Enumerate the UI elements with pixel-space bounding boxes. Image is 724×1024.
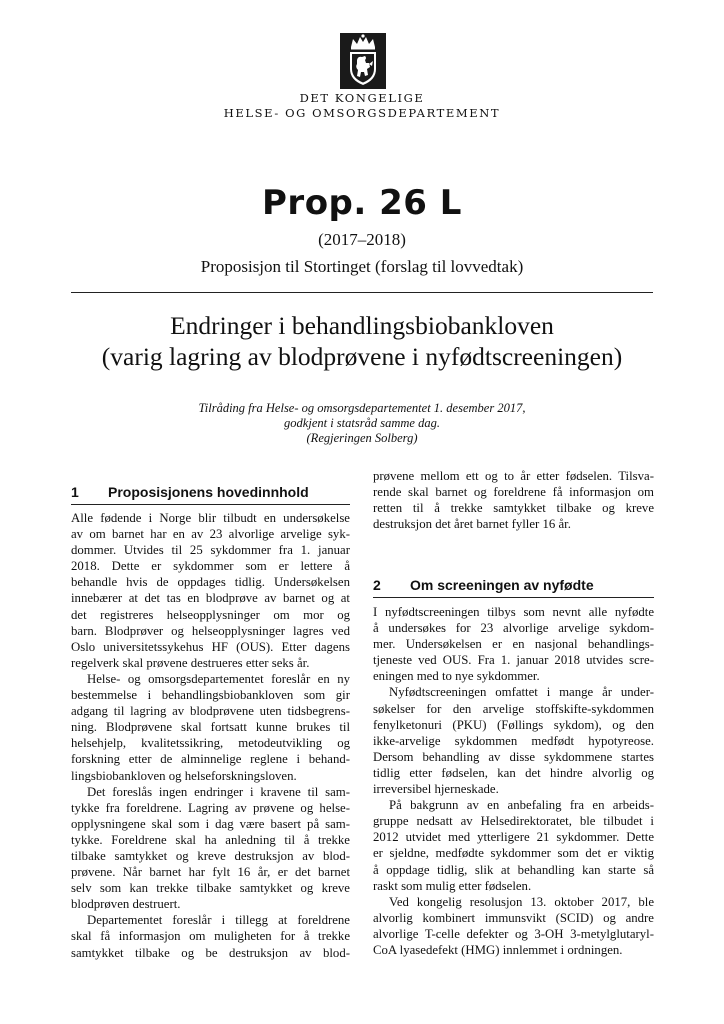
text-line: helsehjelp, kvalitetssikring, metodeutvikling og [71, 736, 350, 751]
section-2-body [373, 604, 654, 958]
text-line: alvorlig kombinert immunsvikt (SCID) og andre [373, 910, 654, 925]
text-line: destruksjon det året barnet fyller 16 år. [373, 517, 571, 532]
text-line: Dersom behandling av disse sykdommene startes [373, 749, 654, 764]
text-line: Ved kongelig resolusjon 13. oktober 2017, ble [389, 894, 654, 909]
text-line: søkelser for den arvelige stoffskifte-sykdommen [373, 701, 654, 716]
section-2-number: 2 [373, 577, 381, 593]
proposition-type: Proposisjon til Stortinget (forslag til lovvedtak) [200, 257, 524, 276]
text-line: regelverk skal prøvene destrueres etter seks år. [71, 655, 310, 670]
text-line: skal få informasjon om muligheten for å trekke [71, 929, 350, 944]
text-line: er sjeldne, medfødte sykdommer som det er viktig [373, 846, 654, 861]
section-1-body [71, 510, 350, 961]
text-line: lingsbiobankloven og helseforskningsloven. [71, 768, 297, 783]
ministry-name-line1: DET KONGELIGE [299, 91, 425, 105]
text-line: ikke-arvelige sykdommen medfødt hypotyreose. [373, 733, 654, 748]
section-1-title: Proposisjonens hovedinnhold [108, 484, 309, 500]
text-line: behandle hvis de oppdages tidlig. Undersøkelsen [71, 575, 350, 590]
text-line: tidlig etter fødselen, kan det hindre alvorlig og [373, 765, 654, 780]
text-line: prøvene mellom ett og to år etter fødselen. Tilsva- [373, 469, 654, 483]
text-line: mer. Undersøkelsen er en nasjonal behandlings- [373, 637, 654, 652]
text-line: tykke. Foreldrene skal ha anledning til å trekke [71, 832, 350, 847]
section-2-heading [373, 575, 654, 598]
text-line: tjeneste ved OUS. Fra 1. januar 2018 utvides scre- [373, 653, 654, 668]
text-line: irreversibel hjerneskade. [373, 782, 499, 797]
session-years: (2017–2018) [318, 230, 406, 249]
title-divider [71, 292, 653, 293]
text-line: På bakgrunn av en anbefaling fra en arbeids- [389, 798, 654, 813]
text-line: 2012 utvidet med ytterligere 21 sykdommer. Dette [373, 830, 654, 845]
main-title-line2: (varig lagring av blodprøvene i nyfødtscreeningen) [101, 342, 623, 371]
text-line: Det foreslås ingen endringer i kravene til sam- [87, 784, 350, 799]
text-line: å undersøkes for 23 alvorlige arvelige sykdom- [373, 621, 654, 636]
norwegian-coat-of-arms-icon [340, 33, 386, 89]
text-line: å oppdage tidlig, slik at behandling kan starte så [373, 862, 654, 877]
text-line: Oslo universitetssykehus HF (OUS). Etter dagens [71, 639, 350, 654]
text-line: Nyfødtscreeningen omfattet i mange år under- [389, 685, 654, 700]
text-line: det registreres helseopplysninger om mor og [71, 607, 350, 622]
proposition-number: Prop. 26 L [262, 183, 462, 223]
text-line: blodprøven destruert. [71, 897, 181, 912]
text-line: dommer. Utvides til 25 sykdommer fra 1. januar [71, 543, 350, 558]
text-line: prøvene. Når barnet har fylt 16 år, er det barnet [71, 865, 350, 880]
section-1-number: 1 [71, 484, 79, 500]
text-line: eningen med to nye sykdommer. [373, 669, 540, 684]
text-line: alvorlige T-celle defekter og 3-OH 3-metylglutaryl- [373, 926, 654, 941]
text-line: rende skal barnet og foreldrene få informasjon om [373, 485, 654, 500]
recommendation-line3: (Regjeringen Solberg) [306, 431, 418, 445]
text-line: adgang til lagring av blodprøvene uten tidsbegrens- [71, 704, 350, 719]
text-line: barn. Blodprøver og helseopplysninger lagres ved [71, 623, 350, 638]
main-title-line1: Endringer i behandlingsbiobankloven [170, 311, 554, 340]
text-line: samtykket tilbake og be destruksjon av blod- [71, 945, 350, 960]
recommendation-line2: godkjent i statsråd samme dag. [284, 416, 440, 430]
text-line: 2018. Dette er sykdommer som er lettere å [71, 559, 350, 574]
text-line: innebærer at det tas en blodprøve av barnet og at [71, 591, 350, 606]
text-line: forskning etter de alminnelige reglene i behand- [71, 752, 350, 767]
text-line: tilbake samtykket og kreve destruksjon av blod- [71, 848, 350, 863]
text-line: selv som kan trekke tilbake samtykket og kreve [71, 881, 350, 896]
ministry-name-line2: HELSE- OG OMSORGSDEPARTEMENT [223, 106, 501, 120]
section-2-title: Om screeningen av nyfødte [410, 577, 594, 593]
text-line: Helse- og omsorgsdepartementet foreslår en ny [87, 671, 350, 686]
recommendation-line1: Tilråding fra Helse- og omsorgsdepartementet 1. desember 2017, [198, 401, 526, 415]
text-line: I nyfødtscreeningen tilbys som nevnt alle nyfødte [373, 605, 654, 619]
text-line: bestemmelse i behandlingsbiobankloven som gir [71, 688, 350, 703]
text-line: fenylketonuri (PKU) (Føllings sykdom), og den [373, 717, 654, 732]
text-line: CoA lyasedefekt (HMG) innlemmet i ordningen. [373, 942, 623, 957]
text-line: raskt som mulig etter fødselen. [373, 878, 532, 893]
text-line: av om barnet har en av 23 alvorlige arvelige syk- [71, 527, 350, 542]
text-line: tykke fra foreldrene. Lagring av prøvene og helse- [71, 800, 350, 815]
text-line: opplysningene skal som i dag være basert på sam- [71, 816, 350, 831]
section-1-heading [71, 482, 350, 505]
section-1-continuation [373, 468, 654, 532]
text-line: Departementet foreslår i tillegg at foreldrene [87, 913, 350, 928]
text-line: Alle fødende i Norge blir tilbudt en undersøkelse [71, 511, 350, 525]
text-line: retten til å trekke samtykket tilbake og kreve [373, 501, 654, 516]
text-line: gruppe nedsatt av Helsedirektoratet, ble tilbudet i [373, 814, 654, 829]
text-line: ning. Blodprøvene skal fortsatt kunne brukes til [71, 720, 350, 735]
